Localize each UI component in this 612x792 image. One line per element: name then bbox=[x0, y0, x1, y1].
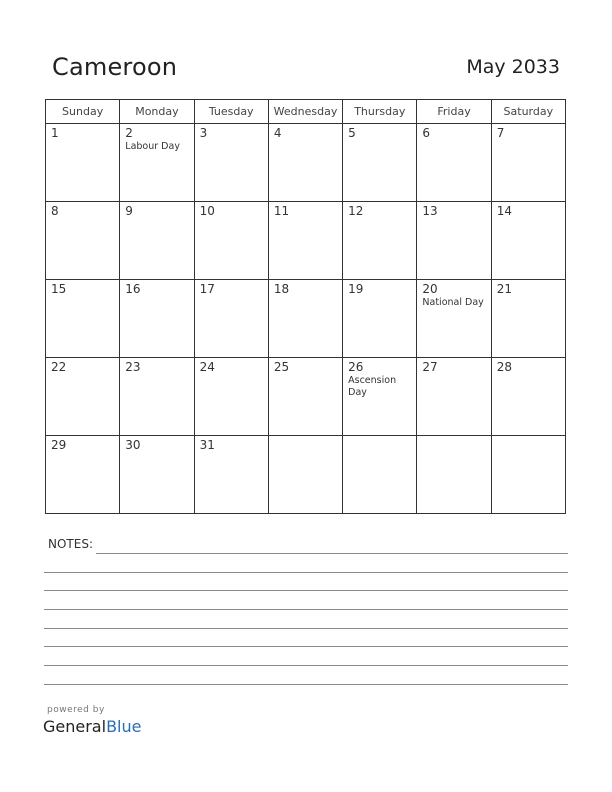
day-cell bbox=[417, 436, 491, 514]
day-cell bbox=[268, 358, 342, 436]
day-number: 27 bbox=[422, 360, 438, 374]
day-cell bbox=[194, 280, 268, 358]
day-cell bbox=[46, 202, 120, 280]
day-cell bbox=[491, 280, 565, 358]
day-cell bbox=[120, 436, 194, 514]
day-cell bbox=[417, 358, 491, 436]
day-number: 5 bbox=[348, 126, 356, 140]
day-cell bbox=[343, 436, 417, 514]
day-cell bbox=[417, 280, 491, 358]
week-row bbox=[46, 202, 566, 280]
weekday-header-row bbox=[46, 100, 566, 124]
day-number: 7 bbox=[496, 126, 505, 140]
day-cell bbox=[120, 202, 194, 280]
calendar-country-title: Cameroon bbox=[52, 53, 178, 81]
day-number: 14 bbox=[496, 204, 512, 218]
day-number: 23 bbox=[125, 360, 141, 374]
day-number: 25 bbox=[273, 360, 290, 374]
day-cell bbox=[46, 436, 120, 514]
day-number: 1 bbox=[51, 126, 59, 140]
day-number: 4 bbox=[273, 126, 282, 140]
weekday-header: Saturday bbox=[491, 100, 565, 124]
holiday-label: Labour Day bbox=[125, 141, 180, 152]
notes-label: NOTES: bbox=[48, 537, 93, 551]
day-cell bbox=[194, 202, 268, 280]
day-cell bbox=[46, 280, 120, 358]
weekday-header: Friday bbox=[417, 100, 491, 124]
day-cell bbox=[491, 124, 565, 202]
note-line bbox=[44, 665, 568, 666]
note-line bbox=[44, 590, 568, 591]
day-cell bbox=[120, 124, 194, 202]
day-cell bbox=[194, 124, 268, 202]
day-cell bbox=[343, 358, 417, 436]
note-line bbox=[44, 684, 568, 685]
day-number: 13 bbox=[422, 204, 438, 218]
day-cell bbox=[46, 124, 120, 202]
day-cell bbox=[268, 202, 342, 280]
week-row bbox=[46, 124, 566, 202]
day-cell bbox=[46, 358, 120, 436]
day-cell bbox=[194, 358, 268, 436]
day-cell bbox=[343, 280, 417, 358]
note-line bbox=[44, 628, 568, 629]
weekday-header: Tuesday bbox=[194, 100, 268, 124]
day-number: 26 bbox=[348, 360, 364, 374]
note-line bbox=[96, 553, 568, 554]
day-number: 30 bbox=[125, 438, 141, 452]
day-number: 15 bbox=[51, 282, 67, 296]
note-line bbox=[44, 572, 568, 573]
day-number: 8 bbox=[51, 204, 59, 218]
day-cell bbox=[120, 358, 194, 436]
holiday-label: National Day bbox=[422, 297, 484, 308]
day-number: 3 bbox=[199, 126, 208, 140]
powered-by-text: powered by bbox=[47, 705, 105, 715]
day-cell bbox=[491, 358, 565, 436]
day-cell bbox=[268, 124, 342, 202]
day-cell bbox=[268, 280, 342, 358]
day-number: 2 bbox=[125, 126, 133, 140]
day-number: 9 bbox=[125, 204, 133, 218]
day-number: 21 bbox=[496, 282, 512, 296]
day-number: 22 bbox=[51, 360, 67, 374]
note-line bbox=[44, 646, 568, 647]
day-number: 6 bbox=[422, 126, 431, 140]
week-row bbox=[46, 358, 566, 436]
day-number: 28 bbox=[496, 360, 512, 374]
day-number: 16 bbox=[125, 282, 141, 296]
day-cell bbox=[343, 124, 417, 202]
day-number: 20 bbox=[422, 282, 438, 296]
week-row bbox=[46, 280, 566, 358]
day-number: 10 bbox=[199, 204, 215, 218]
weekday-header: Wednesday bbox=[268, 100, 342, 124]
day-number: 19 bbox=[348, 282, 364, 296]
weekday-header: Monday bbox=[120, 100, 194, 124]
day-cell bbox=[343, 202, 417, 280]
day-cell bbox=[194, 436, 268, 514]
day-cell bbox=[120, 280, 194, 358]
day-cell bbox=[268, 436, 342, 514]
calendar-month-year: May 2033 bbox=[466, 56, 560, 78]
weekday-header: Sunday bbox=[46, 100, 120, 124]
day-cell bbox=[491, 202, 565, 280]
weekday-header: Thursday bbox=[343, 100, 417, 124]
day-number: 24 bbox=[199, 360, 215, 374]
day-cell bbox=[417, 124, 491, 202]
day-number: 17 bbox=[199, 282, 215, 296]
generalblue-logo[interactable] bbox=[43, 717, 141, 736]
note-line bbox=[44, 609, 568, 610]
day-number: 12 bbox=[348, 204, 364, 218]
holiday-label: Ascension Day bbox=[348, 375, 397, 398]
week-row bbox=[46, 436, 566, 514]
day-number: 29 bbox=[51, 438, 67, 452]
calendar-grid bbox=[45, 99, 566, 514]
brand-name-part2: Blue bbox=[106, 717, 142, 736]
day-number: 11 bbox=[273, 204, 290, 218]
day-cell bbox=[491, 436, 565, 514]
day-number: 31 bbox=[199, 438, 215, 452]
day-number: 18 bbox=[273, 282, 290, 296]
brand-name-part1: General bbox=[43, 717, 107, 736]
day-cell bbox=[417, 202, 491, 280]
